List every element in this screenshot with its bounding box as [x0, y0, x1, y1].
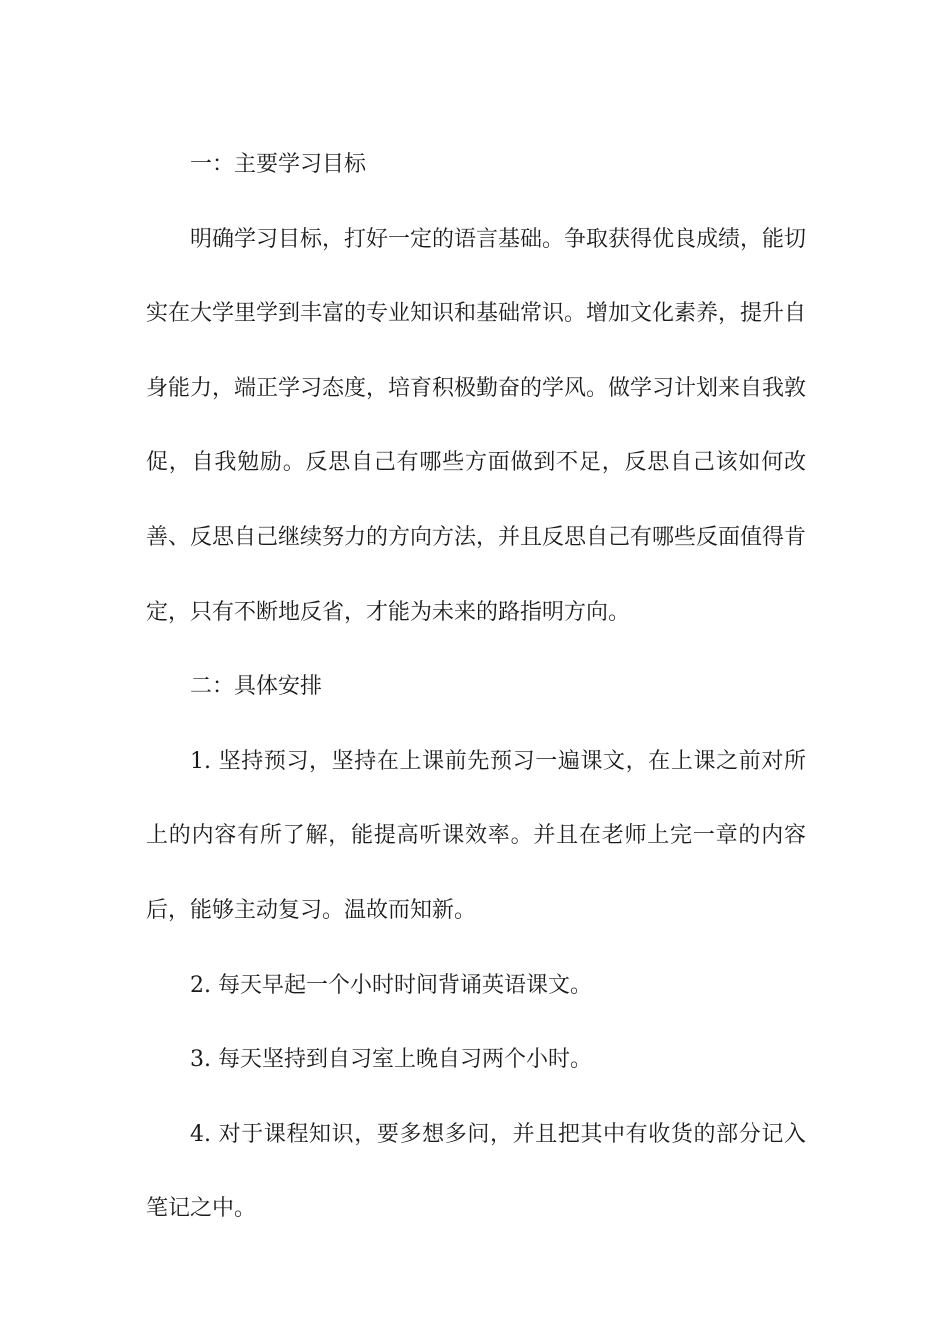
- list-item-1: 1. 坚持预习，坚持在上课前先预习一遍课文，在上课之前对所上的内容有所了解，能提高听课效率。并且在老师上完一章的内容后，能够主动复习。温故而知新。: [146, 748, 806, 923]
- list-item-4: 4. 对于课程知识，要多想多问，并且把其中有收货的部分记入笔记之中。: [146, 1121, 806, 1222]
- section-heading-arrangement: 二：具体安排: [190, 674, 323, 700]
- document-body: [146, 128, 806, 1247]
- goals-paragraph: 明确学习目标，打好一定的语言基础。争取获得优良成绩，能切实在大学里学到丰富的专业知识和基础常识。增加文化素养，提升自身能力，端正学习态度，培育积极勤奋的学风。做学习计划来自我敦促，自我勉励。反思自己有哪些方面做到不足，反思自己该如何改善、反思自己继续努力的方向方法，并且反思自己有哪些反面值得肯定，只有不断地反省，才能为未来的路指明方向。: [146, 226, 807, 625]
- list-item-3: 3. 每天坚持到自习室上晚自习两个小时。: [190, 1047, 592, 1073]
- list-item-2: 2. 每天早起一个小时时间背诵英语课文。: [190, 972, 592, 998]
- section-heading-goals: 一：主要学习目标: [190, 152, 367, 177]
